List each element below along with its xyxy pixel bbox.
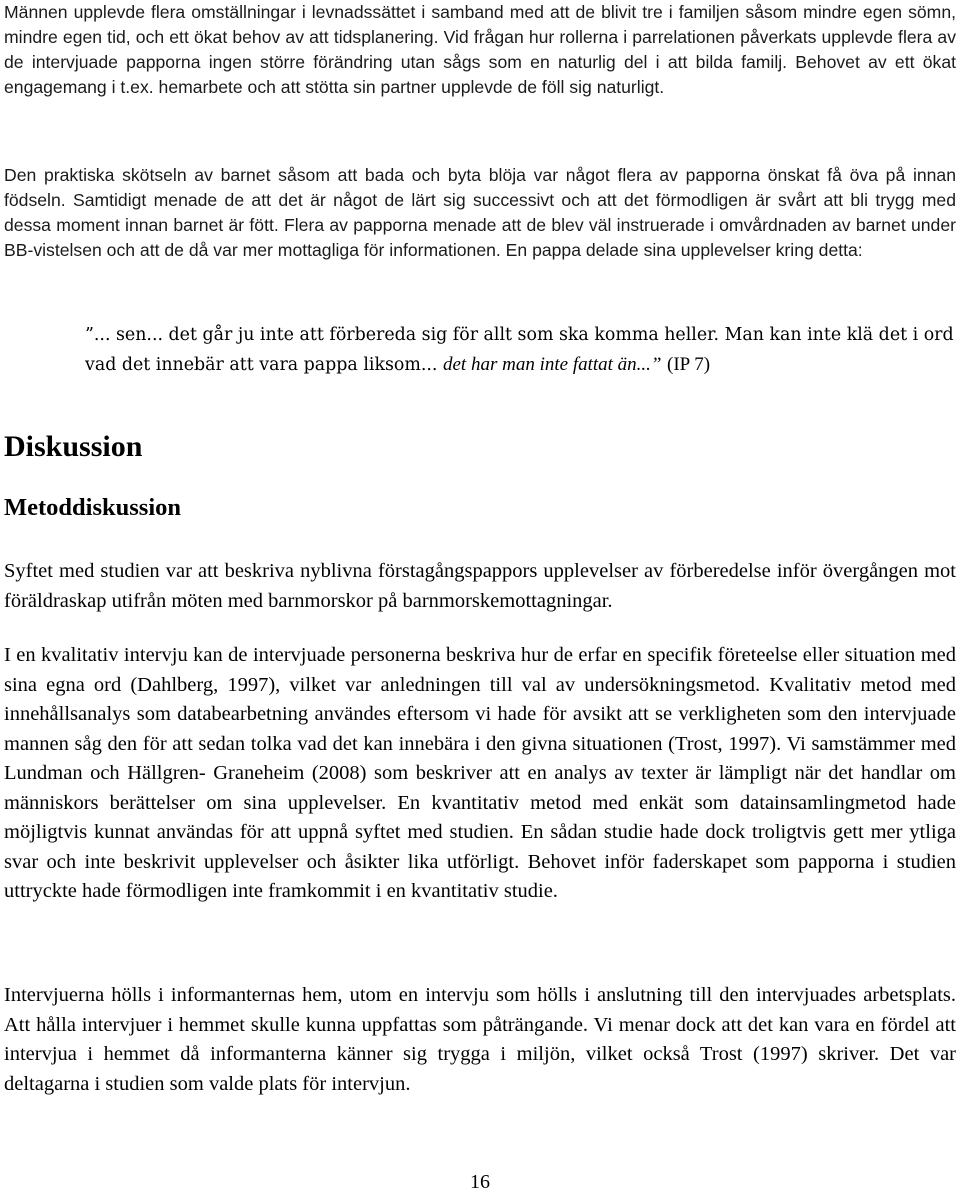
subsection-heading-metoddiskussion: Metoddiskussion (4, 494, 182, 521)
page-number: 16 (470, 1171, 490, 1193)
quote-text: ”... sen... det går ju inte att förbereda sig för allt som ska komma heller. Man kan inte klä det i ord vad det innebär att vara pappa liksom... (85, 325, 954, 375)
results-paragraph-2: Den praktiska skötseln av barnet såsom att bada och byta blöja var något flera av papporna önskat få öva på innan födseln. Samtidigt menade de att det är något de lärt sig successivt och att det förmodligen är svårt att bli trygg med dessa moment innan barnet är fött. Flera av papporna menade att de blev väl instruerade i omvårdnaden av barnet under BB-vistelsen och att de då var mer mottagliga för informationen. En pappa delade sina upplevelser kring detta: (4, 165, 956, 260)
section-heading-diskussion: Diskussion (4, 430, 143, 463)
quote-reference: (IP 7) (667, 354, 711, 375)
method-paragraph-3: Intervjuerna hölls i informanternas hem, utom en intervju som hölls i anslutning till den intervjuades arbetsplats. Att hålla intervjuer i hemmet skulle kunna uppfattas som påträngande. Vi menar dock att det kan vara en fördel att intervjua i hemmet då informanterna känner sig trygga i miljön, vilket också Trost (1997) skriver. Det var deltagarna i studien som valde plats för intervjun. (4, 984, 956, 1095)
method-paragraph-2: I en kvalitativ intervju kan de intervjuade personerna beskriva hur de erfar en specifik företeelse eller situation med sina egna ord (Dahlberg, 1997), vilket var anledningen till val av undersökningsmetod. Kvalitativ metod med innehållsanalys som databearbetning användes eftersom vi hade för avsikt att se verkligheten som den intervjuade mannen såg den för att sedan tolka vad det kan innebära i den givna situationen (Trost, 1997). Vi samstämmer med Lundman och Hällgren- Graneheim (2008) som beskriver att en analys av texter är lämpligt när det handlar om människors berättelser om sina upplevelser. En kvantitativ metod med enkät som datainsamlingmetod hade möjligtvis kunnat användas för att uppnå syftet med studien. En sådan studie hade dock troligtvis gett mer ytliga svar och inte beskrivit upplevelser och åsikter lika utförligt. Behovet inför faderskapet som papporna i studien uttryckte hade förmodligen inte framkommit i en kvantitativ studie. (4, 644, 956, 902)
interview-quote (85, 321, 956, 380)
method-paragraph-1: Syftet med studien var att beskriva nyblivna förstagångspappors upplevelser av förberedelse inför övergången mot föräldraskap utifrån möten med barnmorskor på barnmorskemottagningar. (4, 560, 956, 612)
results-paragraph-1: Männen upplevde flera omställningar i levnadssättet i samband med att de blivit tre i familjen såsom mindre egen sömn, mindre egen tid, och ett ökat behov av att tidsplanering. Vid frågan hur rollerna i parrelationen påverkats upplevde flera av de intervjuade papporna ingen större förändring utan sågs som en naturlig del i att bilda familj. Behovet av ett ökat engagemang i t.ex. hemarbete och att stötta sin partner upplevde de föll sig naturligt. (4, 2, 956, 97)
quote-italic-text: det har man inte fattat än...” (443, 354, 662, 375)
